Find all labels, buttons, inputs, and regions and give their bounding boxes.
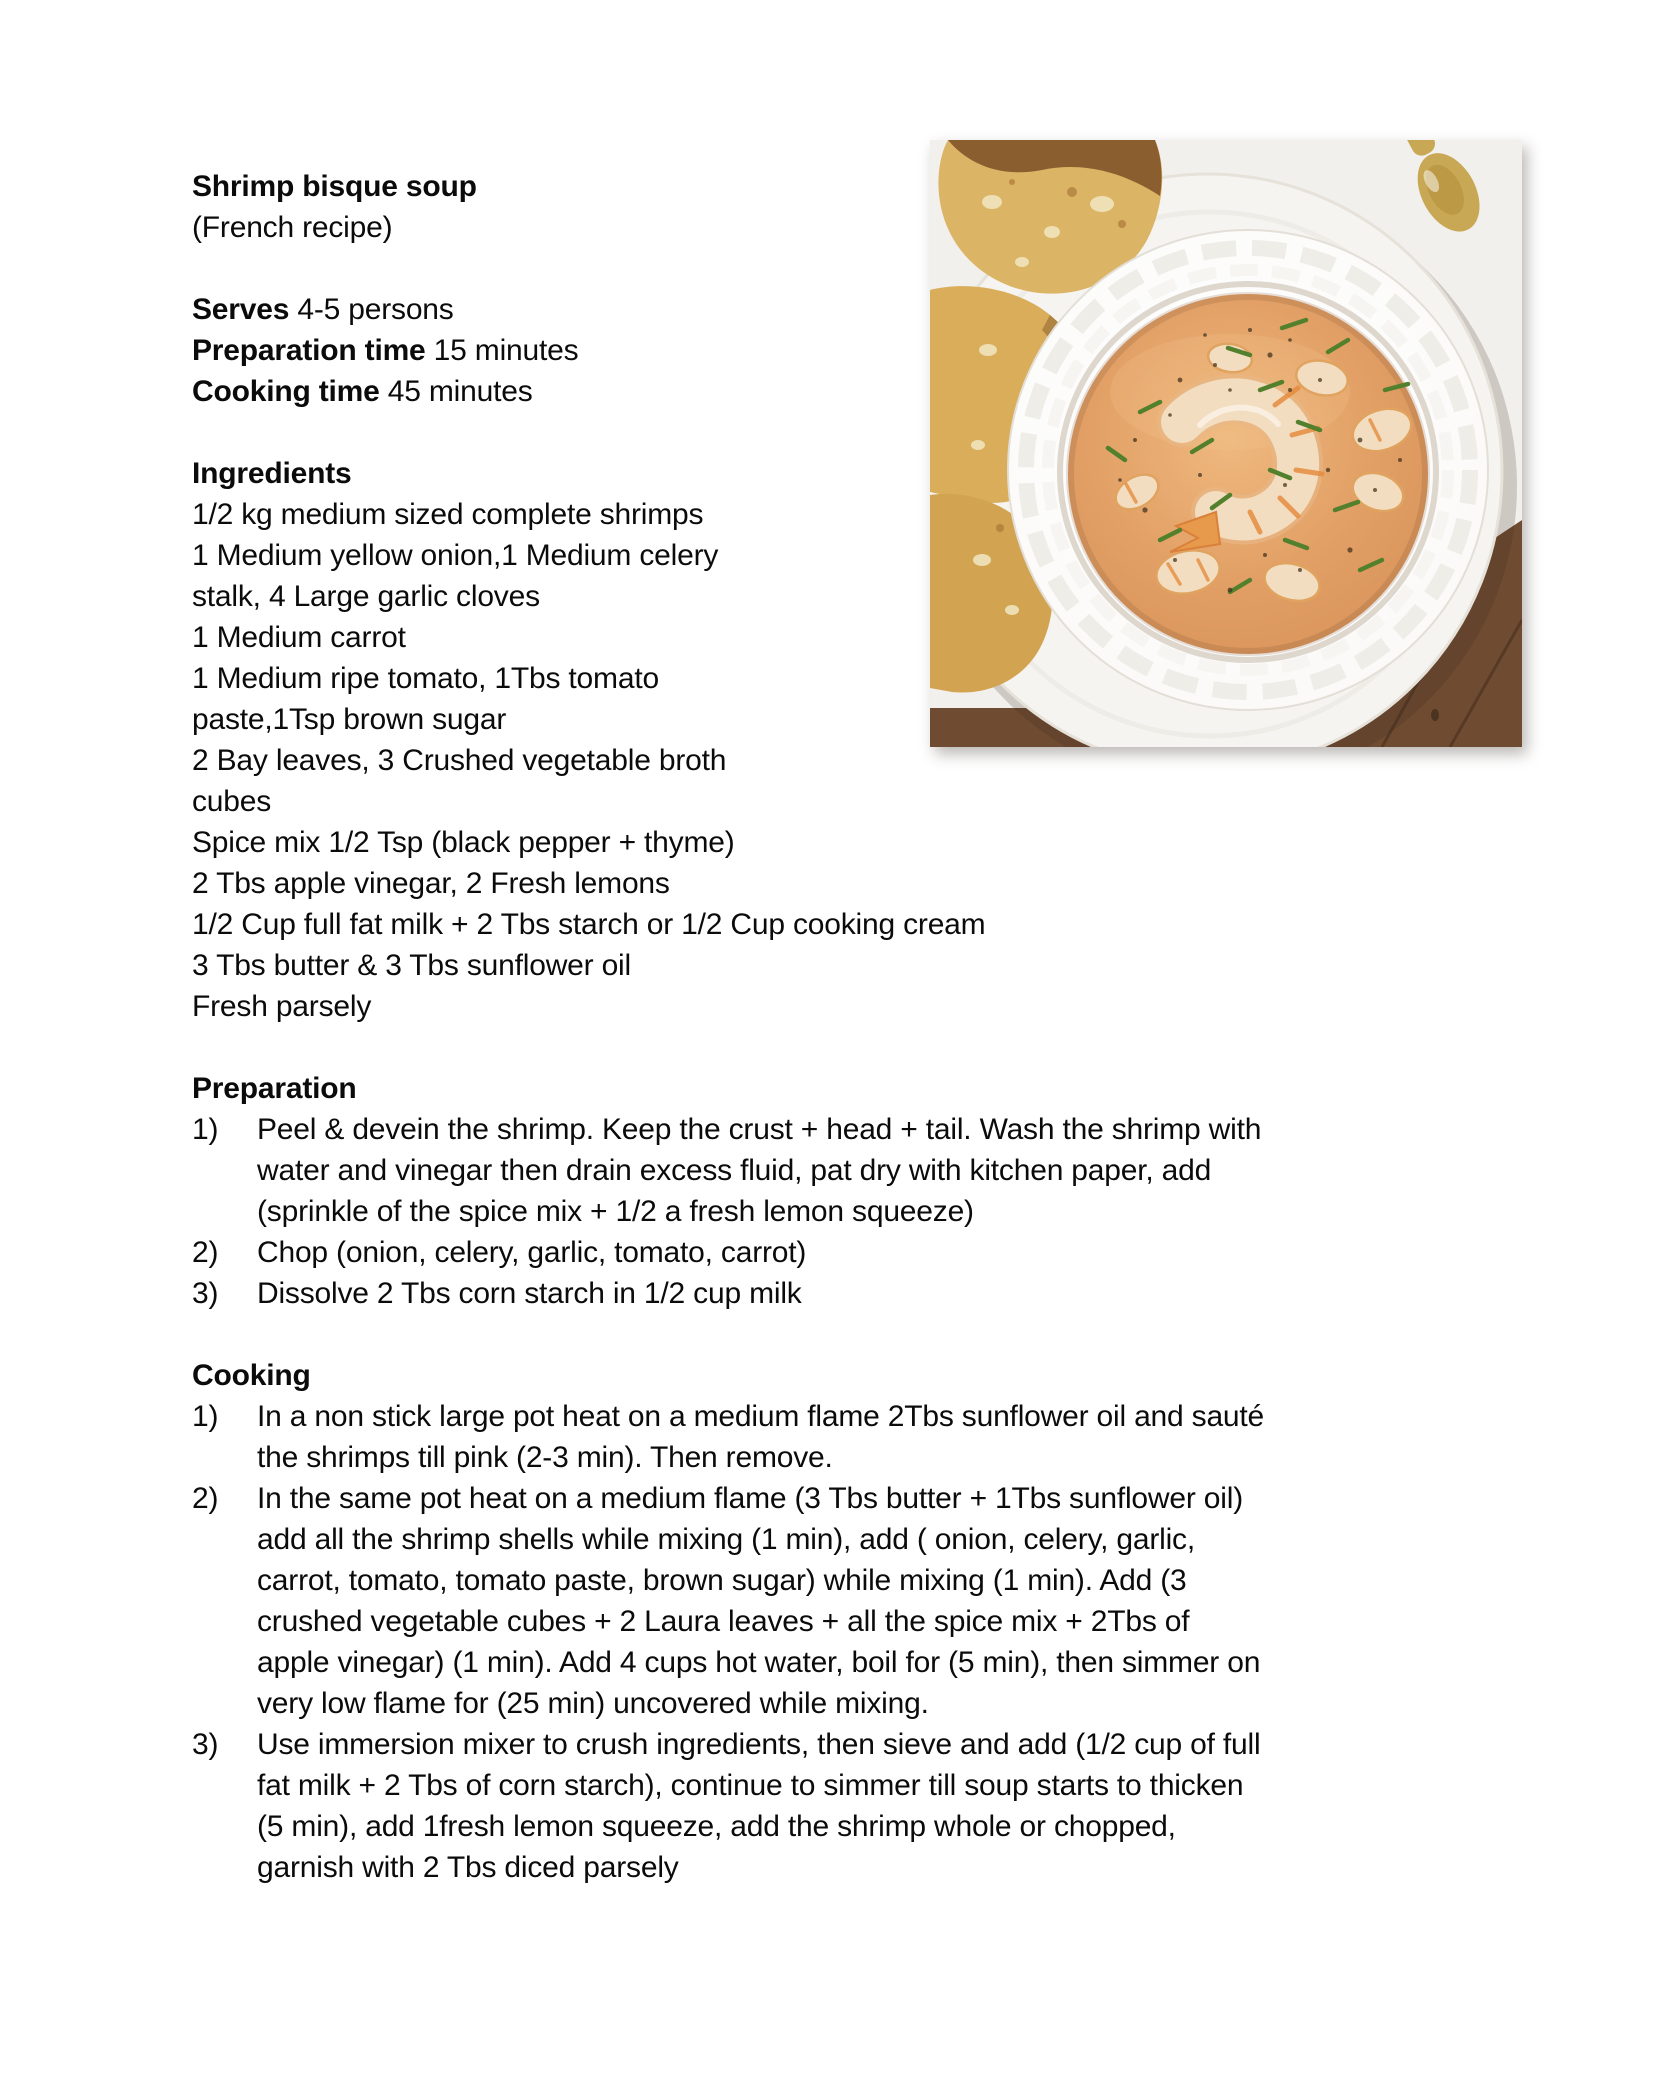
step-line: water and vinegar then drain excess fluid, pat dry with kitchen paper, add [257, 1154, 1212, 1187]
page-subtitle: (French recipe) [192, 211, 393, 244]
ingredient-line: Spice mix 1/2 Tsp (black pepper + thyme) [192, 826, 735, 859]
preparation-step [192, 1232, 1492, 1273]
meta-serves-label: Serves [192, 293, 290, 326]
step-text [257, 1109, 1261, 1232]
step-line: carrot, tomato, tomato paste, brown sugar) while mixing (1 min). Add (3 [257, 1564, 1187, 1597]
recipe-photo [930, 140, 1522, 747]
spacer [192, 1027, 1492, 1068]
step-line: garnish with 2 Tbs diced parsely [257, 1851, 679, 1884]
step-line: In the same pot heat on a medium flame (3 Tbs butter + 1Tbs sunflower oil) [257, 1482, 1243, 1515]
step-number: 2) [192, 1482, 219, 1515]
step-number: 2) [192, 1236, 219, 1269]
spacer [192, 1314, 1492, 1355]
cooking-step [192, 1396, 1492, 1478]
ingredient-line: paste,1Tsp brown sugar [192, 703, 507, 736]
step-text [257, 1396, 1264, 1478]
step-line: In a non stick large pot heat on a medium flame 2Tbs sunflower oil and sauté [257, 1400, 1265, 1433]
step-line: Dissolve 2 Tbs corn starch in 1/2 cup milk [257, 1277, 802, 1310]
step-line: (5 min), add 1fresh lemon squeeze, add the shrimp whole or chopped, [257, 1810, 1176, 1843]
preparation-step [192, 1109, 1492, 1232]
ingredient-line: 3 Tbs butter & 3 Tbs sunflower oil [192, 949, 631, 982]
step-number: 3) [192, 1728, 219, 1761]
step-line: Peel & devein the shrimp. Keep the crust + head + tail. Wash the shrimp with [257, 1113, 1262, 1146]
step-number: 1) [192, 1113, 219, 1146]
step-text [257, 1478, 1260, 1724]
ingredients-heading: Ingredients [192, 457, 352, 490]
step-line: Chop (onion, celery, garlic, tomato, carrot) [257, 1236, 807, 1269]
preparation-step [192, 1273, 1492, 1314]
cooking-step [192, 1724, 1492, 1888]
ingredient-line: 1 Medium yellow onion,1 Medium celery [192, 539, 719, 572]
ingredient-line: 1/2 Cup full fat milk + 2 Tbs starch or 1/2 Cup cooking cream [192, 908, 986, 941]
step-text [257, 1232, 806, 1273]
step-line: add all the shrimp shells while mixing (1 min), add ( onion, celery, garlic, [257, 1523, 1195, 1556]
step-text [257, 1273, 802, 1314]
preparation-heading: Preparation [192, 1072, 357, 1105]
ingredient-line: Fresh parsely [192, 990, 372, 1023]
ingredient-line: 1 Medium carrot [192, 621, 406, 654]
cooking-heading: Cooking [192, 1359, 311, 1392]
ingredient-line: stalk, 4 Large garlic cloves [192, 580, 540, 613]
step-line: very low flame for (25 min) uncovered while mixing. [257, 1687, 929, 1720]
step-line: the shrimps till pink (2-3 min). Then remove. [257, 1441, 833, 1474]
ingredient-line: 1 Medium ripe tomato, 1Tbs tomato [192, 662, 659, 695]
shrimp-bisque-illustration [930, 140, 1522, 747]
step-number: 1) [192, 1400, 219, 1433]
ingredient-line: cubes [192, 785, 272, 818]
step-line: Use immersion mixer to crush ingredients, then sieve and add (1/2 cup of full [257, 1728, 1261, 1761]
step-line: fat milk + 2 Tbs of corn starch), continue to simmer till soup starts to thicken [257, 1769, 1244, 1802]
meta-prep-time-label: Preparation time [192, 334, 426, 367]
step-number: 3) [192, 1277, 219, 1310]
step-line: apple vinegar) (1 min). Add 4 cups hot water, boil for (5 min), then simmer on [257, 1646, 1261, 1679]
step-text [257, 1724, 1260, 1888]
meta-cook-time-label: Cooking time [192, 375, 380, 408]
page-title: Shrimp bisque soup [192, 170, 477, 203]
ingredient-line: 1/2 kg medium sized complete shrimps [192, 498, 704, 531]
meta-prep-time-value: 15 minutes [425, 334, 579, 367]
meta-serves-value: 4-5 persons [289, 293, 454, 326]
cooking-step [192, 1478, 1492, 1724]
step-line: (sprinkle of the spice mix + 1/2 a fresh lemon squeeze) [257, 1195, 974, 1228]
step-line: crushed vegetable cubes + 2 Laura leaves + all the spice mix + 2Tbs of [257, 1605, 1190, 1638]
ingredient-line: 2 Bay leaves, 3 Crushed vegetable broth [192, 744, 727, 777]
ingredient-line: 2 Tbs apple vinegar, 2 Fresh lemons [192, 867, 670, 900]
meta-cook-time-value: 45 minutes [379, 375, 533, 408]
